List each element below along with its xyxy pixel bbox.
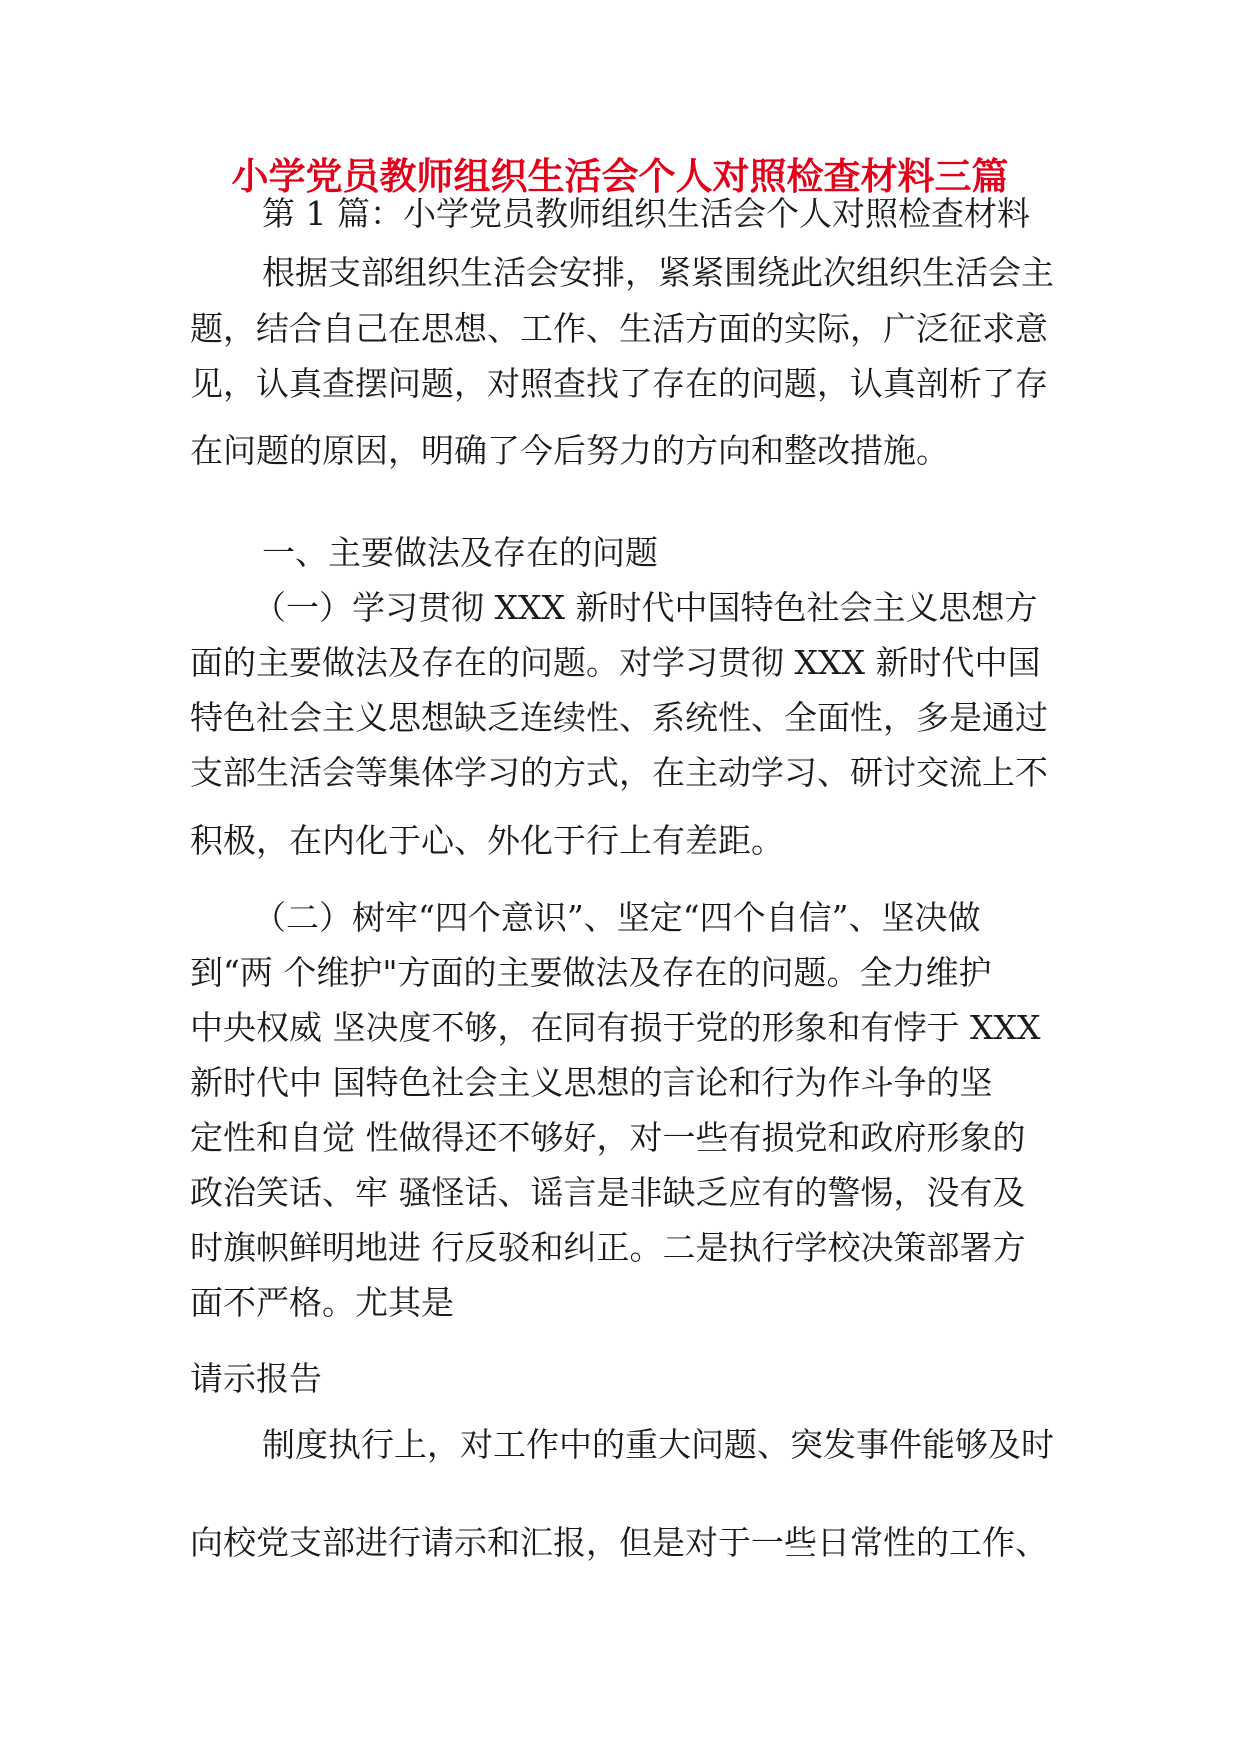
paragraph-line: 新时代中 国特色社会主义思想的言论和行为作斗争的坚	[190, 1063, 993, 1102]
paragraph-line: 支部生活会等集体学习的方式，在主动学习、研讨交流上不	[190, 753, 1048, 792]
paragraph-line: 中央权威 坚决度不够，在同有损于党的形象和有悖于 XXX	[190, 1008, 1041, 1047]
paragraph-line: 向校党支部进行请示和汇报，但是对于一些日常性的工作、	[190, 1523, 1048, 1562]
paragraph-line: 定性和自觉 性做得还不够好，对一些有损党和政府形象的	[190, 1118, 1026, 1157]
document-title: 小学党员教师组织生活会个人对照检查材料三篇	[231, 155, 1009, 198]
chapter-heading: 第 1 篇：小学党员教师组织生活会个人对照检查材料	[262, 194, 1030, 233]
paragraph-line: 政治笑话、牢 骚怪话、谣言是非缺乏应有的警惕，没有及	[190, 1173, 1026, 1212]
paragraph-line: 特色社会主义思想缺乏连续性、系统性、全面性，多是通过	[190, 698, 1048, 737]
paragraph-line: （二）树牢“四个意识”、坚定“四个自信”、坚决做	[253, 898, 981, 937]
paragraph-line: （一）学习贯彻 XXX 新时代中国特色社会主义思想方	[253, 588, 1038, 627]
paragraph-line: 题，结合自己在思想、工作、生活方面的实际，广泛征求意	[190, 309, 1048, 348]
paragraph-line: 时旗帜鲜明地进 行反驳和纠正。二是执行学校决策部署方	[190, 1228, 1026, 1267]
paragraph-line: 面不严格。尤其是	[190, 1283, 454, 1322]
paragraph-line: 根据支部组织生活会安排，紧紧围绕此次组织生活会主	[262, 253, 1054, 292]
paragraph-line: 请示报告	[190, 1359, 322, 1398]
paragraph-line: 积极，在内化于心、外化于行上有差距。	[190, 821, 784, 860]
paragraph-line: 制度执行上，对工作中的重大问题、突发事件能够及时	[262, 1425, 1054, 1464]
paragraph-line: 在问题的原因，明确了今后努力的方向和整改措施。	[190, 431, 949, 470]
section-heading: 一、主要做法及存在的问题	[262, 533, 658, 572]
paragraph-line: 面的主要做法及存在的问题。对学习贯彻 XXX 新时代中国	[190, 643, 1041, 682]
paragraph-line: 到“两 个维护"方面的主要做法及存在的问题。全力维护	[190, 953, 992, 992]
paragraph-line: 见，认真查摆问题，对照查找了存在的问题，认真剖析了存	[190, 364, 1048, 403]
